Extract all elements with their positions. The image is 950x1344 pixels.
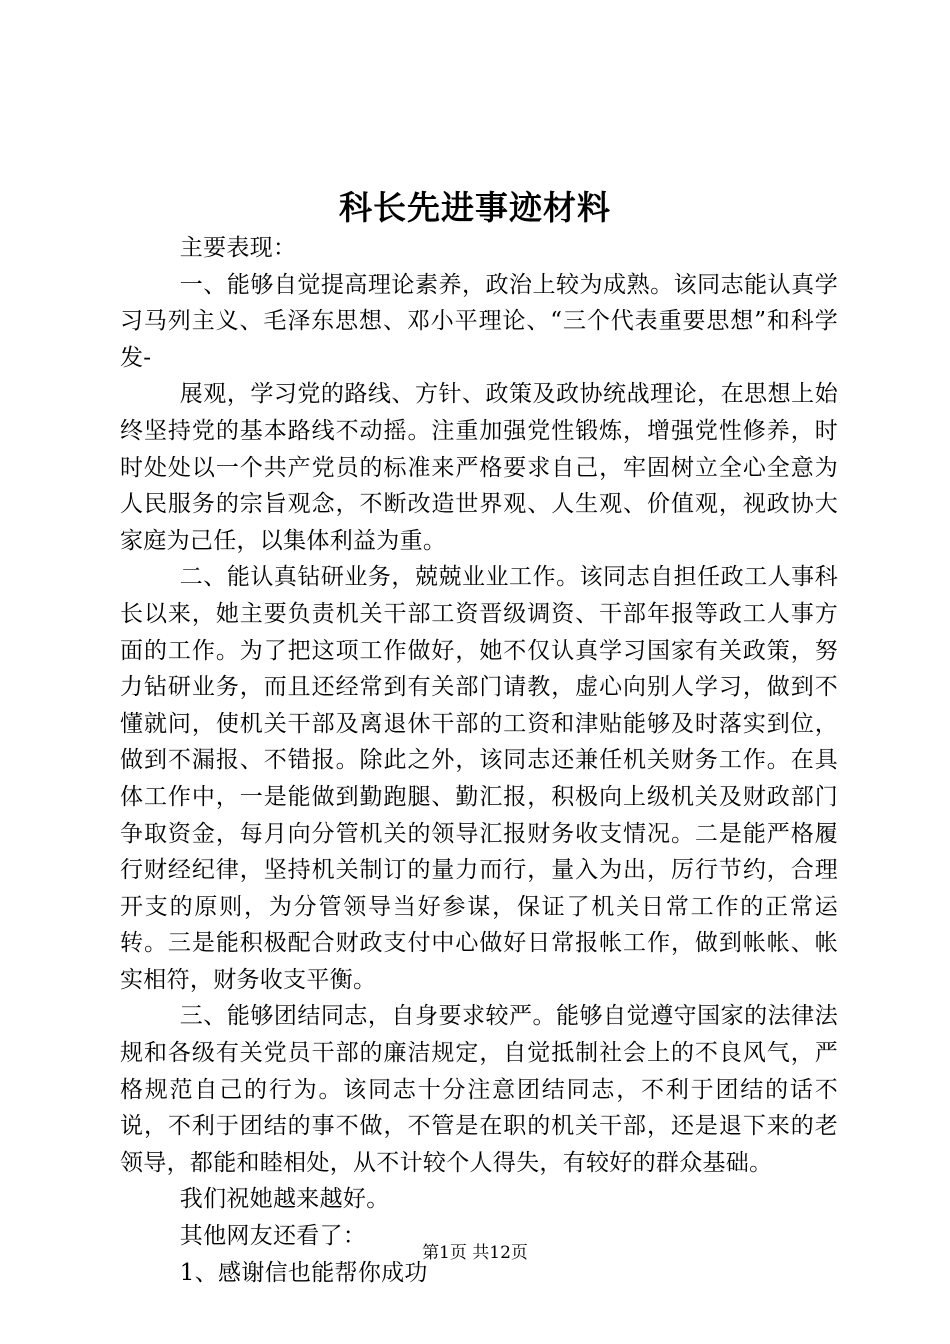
paragraph-related-heading: 其他网友还看了：: [179, 1223, 367, 1250]
related-link-item[interactable]: 1、感谢信也能帮你成功: [179, 1259, 428, 1286]
paragraph-point-one: 一、能够自觉提高理论素养，政治上较为成熟。该同志能认真学习马列主义、毛泽东思想、邓小平理论、“三个代表重要思想”和科学发-: [120, 271, 838, 371]
paragraph-closing-wish: 我们祝她越来越好。: [179, 1186, 390, 1213]
document-title: 科长先进事迹材料: [339, 188, 611, 227]
document-body: [120, 230, 838, 1291]
page-number-footer: 第1页 共12页: [422, 1243, 528, 1263]
paragraph-main-performance-heading: 主要表现：: [179, 235, 297, 261]
paragraph-point-one-continued: 展观，学习党的路线、方针、政策及政协统战理论，在思想上始终坚持党的基本路线不动摇。注重加强党性锻炼，增强党性修养，时时处处以一个共产党员的标准来严格要求自己，牢固树立全心全意为人民服务的宗旨观念，不断改造世界观、人生观、价值观，视政协大家庭为己任，以集体利益为重。: [120, 381, 838, 554]
paragraph-point-three: 三、能够团结同志，自身要求较严。能够自觉遵守国家的法律法规和各级有关党员干部的廉洁规定，自觉抵制社会上的不良风气，严格规范自己的行为。该同志十分注意团结同志，不利于团结的话不说，不利于团结的事不做，不管是在职的机关干部，还是退下来的老领导，都能和睦相处，从不计较个人得失，有较好的群众基础。: [120, 1003, 838, 1176]
paragraph-point-two: 二、能认真钻研业务，兢兢业业工作。该同志自担任政工人事科长以来，她主要负责机关干部工资晋级调资、干部年报等政工人事方面的工作。为了把这项工作做好，她不仅认真学习国家有关政策，努力钻研业务，而且还经常到有关部门请教，虚心向别人学习，做到不懂就问，使机关干部及离退休干部的工资和津贴能够及时落实到位，做到不漏报、不错报。除此之外，该同志还兼任机关财务工作。在具体工作中，一是能做到勤跑腿、勤汇报，积极向上级机关及财政部门争取资金，每月向分管机关的领导汇报财务收支情况。二是能严格履行财经纪律，坚持机关制订的量力而行，量入为出，厉行节约，合理开支的原则，为分管领导当好参谋，保证了机关日常工作的正常运转。三是能积极配合财政支付中心做好日常报帐工作，做到帐帐、帐实相符，财务收支平衡。: [120, 564, 838, 993]
